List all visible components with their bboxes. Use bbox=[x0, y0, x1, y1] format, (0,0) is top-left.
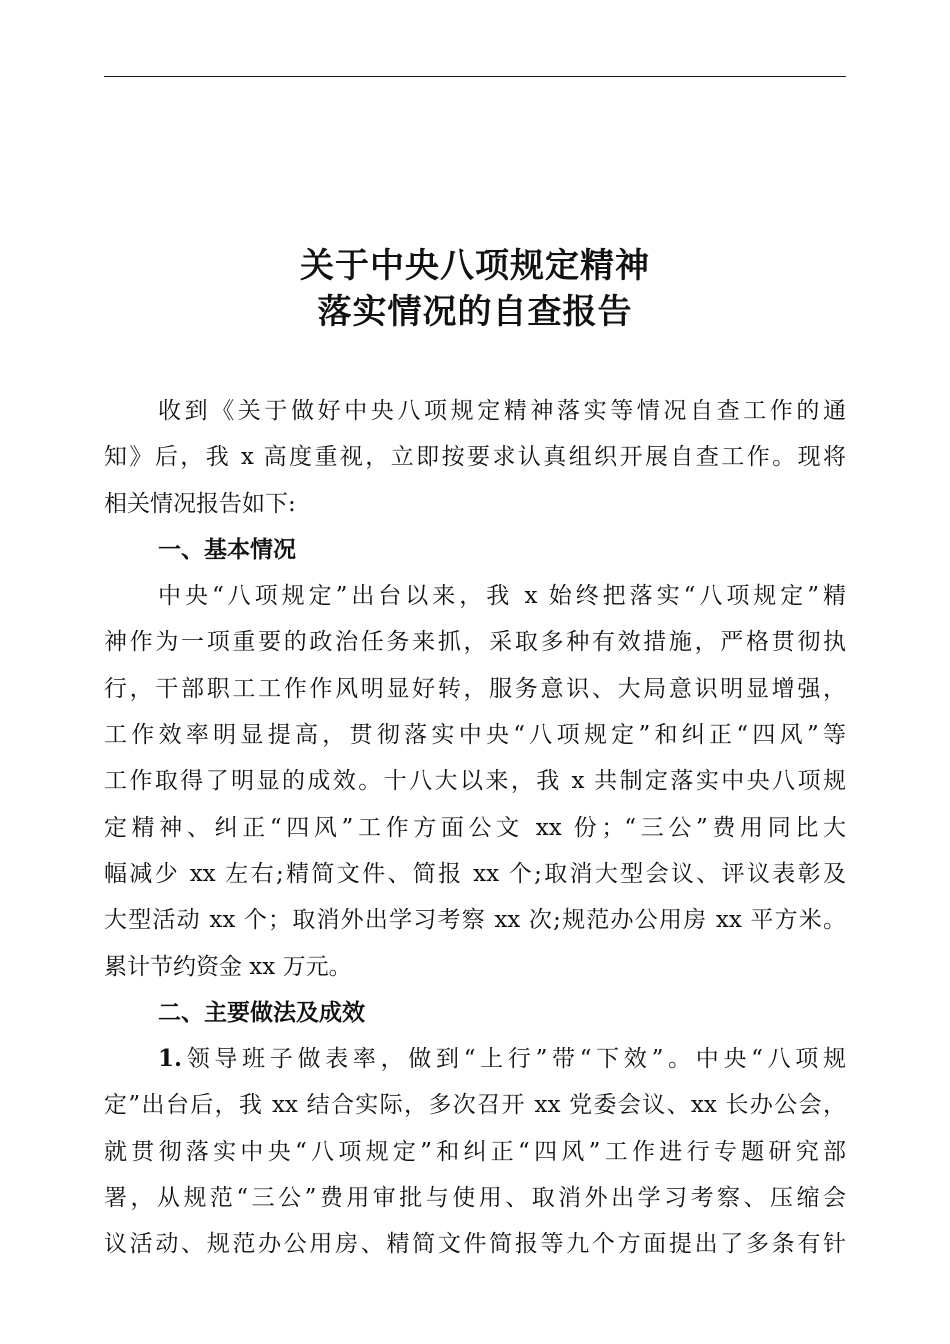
basic-line-8: 大型活动 xx 个；取消外出学习考察 xx 次;规范办公用房 xx 平方米。 bbox=[104, 907, 846, 934]
item1-line-1-text: 领导班子做表率，做到“上行”带“下效”。中央“八项规 bbox=[182, 1046, 846, 1073]
basic-line-4: 工作效率明显提高，贯彻落实中央“八项规定”和纠正“四风”等 bbox=[104, 722, 846, 749]
item1-line-4: 署，从规范“三公”费用审批与使用、取消外出学习考察、压缩会 bbox=[104, 1185, 846, 1212]
document-title bbox=[0, 243, 950, 335]
basic-line-6: 定精神、纠正“四风”工作方面公文 xx 份；“三公”费用同比大 bbox=[104, 814, 846, 841]
basic-line-7: 幅减少 xx 左右;精简文件、简报 xx 个;取消大型会议、评议表彰及 bbox=[104, 860, 846, 887]
basic-line-2: 神作为一项重要的政治任务来抓，采取多种有效措施，严格贯彻执 bbox=[104, 629, 846, 656]
item1-line-2: 定”出台后，我 xx 结合实际，多次召开 xx 党委会议、xx 长办公会， bbox=[104, 1092, 846, 1119]
section-heading-measures: 二、主要做法及成效 bbox=[158, 999, 365, 1026]
basic-line-3: 行，干部职工工作作风明显好转，服务意识、大局意识明显增强， bbox=[104, 675, 846, 702]
intro-line-2: 知》后，我 x 高度重视，立即按要求认真组织开展自查工作。现将 bbox=[104, 444, 846, 471]
section-heading-basic: 一、基本情况 bbox=[158, 536, 296, 563]
header-rule bbox=[104, 76, 846, 77]
title-line-1: 关于中央八项规定精神 bbox=[300, 246, 650, 286]
item1-number: 1. bbox=[158, 1045, 183, 1073]
item1-line-1 bbox=[104, 1036, 846, 1082]
intro-line-3: 相关情况报告如下: bbox=[104, 490, 296, 517]
basic-line-1: 中央“八项规定”出台以来，我 x 始终把落实“八项规定”精 bbox=[158, 583, 846, 610]
item1-line-5: 议活动、规范办公用房、精简文件简报等九个方面提出了多条有针 bbox=[104, 1231, 846, 1258]
title-line-2: 落实情况的自查报告 bbox=[317, 292, 633, 332]
document-body bbox=[104, 388, 846, 1268]
item1-line-3: 就贯彻落实中央“八项规定”和纠正“四风”工作进行专题研究部 bbox=[104, 1138, 846, 1165]
basic-line-9: 累计节约资金 xx 万元。 bbox=[104, 953, 352, 980]
intro-line-1: 收到《关于做好中央八项规定精神落实等情况自查工作的通 bbox=[158, 398, 846, 424]
basic-line-5: 工作取得了明显的成效。十八大以来，我 x 共制定落实中央八项规 bbox=[104, 768, 846, 795]
